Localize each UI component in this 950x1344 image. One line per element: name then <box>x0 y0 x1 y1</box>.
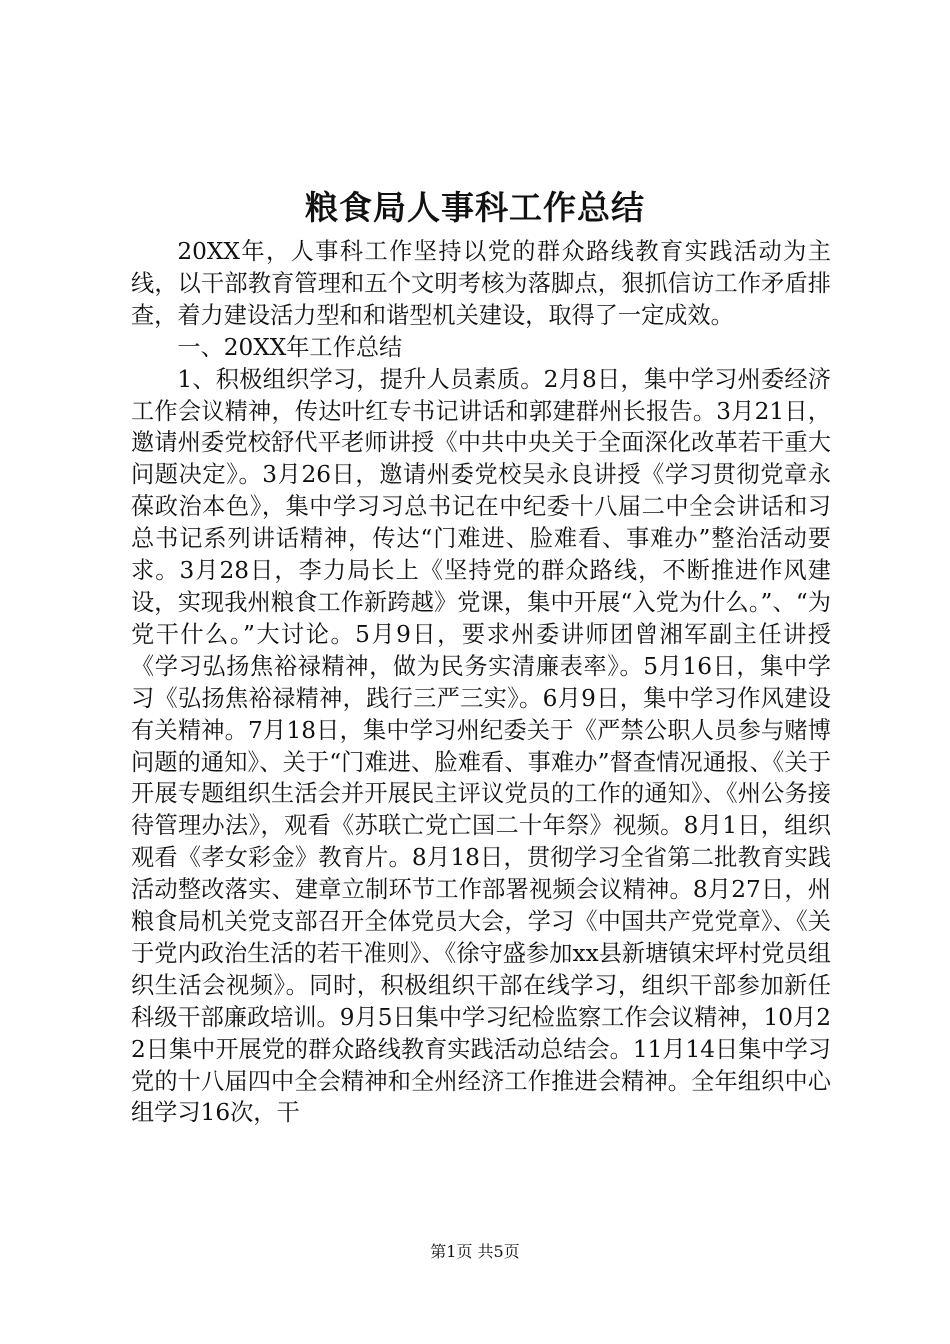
page-number-footer: 第1页 共5页 <box>430 1242 520 1261</box>
section-heading: 一、20XX年工作总结 <box>177 333 403 361</box>
body-paragraph: 1、积极组织学习，提升人员素质。2月8日，集中学习州委经济工作会议精神，传达叶红专书记讲话和郭建群州长报告。3月21日，邀请州委党校舒代平老师讲授《中共中央关于全面深化改革若干重大问题决定》。3月26日，邀请州委党校吴永良讲授《学习贯彻党章永葆政治本色》，集中学习习总书记在中纪委十八届二中全会讲话和习总书记系列讲话精神，传达“门难进、脸难看、事难办”整治活动要求。3月28日，李力局长上《坚持党的群众路线，不断推进作风建设，实现我州粮食工作新跨越》党课，集中开展“入党为什么。”、“为党干什么。”大讨论。5月9日，要求州委讲师团曾湘军副主任讲授《学习弘扬焦裕禄精神，做为民务实清廉表率》。5月16日，集中学习《弘扬焦裕禄精神，践行三严三实》。6月9日，集中学习作风建设有关精神。7月18日，集中学习州纪委关于《严禁公职人员参与赌博问题的通知》、关于“门难进、脸难看、事难办”督查情况通报、《关于开展专题组织生活会并开展民主评议党员的工作的通知》、《州公务接待管理办法》，观看《苏联亡党亡国二十年祭》视频。8月1日，组织观看《孝女彩金》教育片。8月18日，贯彻学习全省第二批教育实践活动整改落实、建章立制环节工作部署视频会议精神。8月27日，州粮食局机关党支部召开全体党员大会，学习《中国共产党党章》、《关于党内政治生活的若干准则》、《徐守盛参加xx县新塘镇宋坪村党员组织生活会视频》。同时，积极组织干部在线学习，组织干部参加新任科级干部廉政培训。9月5日集中学习纪检监察工作会议精神，10月22日集中开展党的群众路线教育实践活动总结会。11月14日集中学习党的十八届四中全会精神和全州经济工作推进会精神。全年组织中心组学习16次，干 <box>131 365 831 1127</box>
intro-paragraph: 20XX年，人事科工作坚持以党的群众路线教育实践活动为主线，以干部教育管理和五个文明考核为落脚点，狠抓信访工作矛盾排查，着力建设活力型和和谐型机关建设，取得了一定成效。 <box>131 238 831 329</box>
document-body <box>131 236 831 1129</box>
document-title: 粮食局人事科工作总结 <box>305 188 645 227</box>
